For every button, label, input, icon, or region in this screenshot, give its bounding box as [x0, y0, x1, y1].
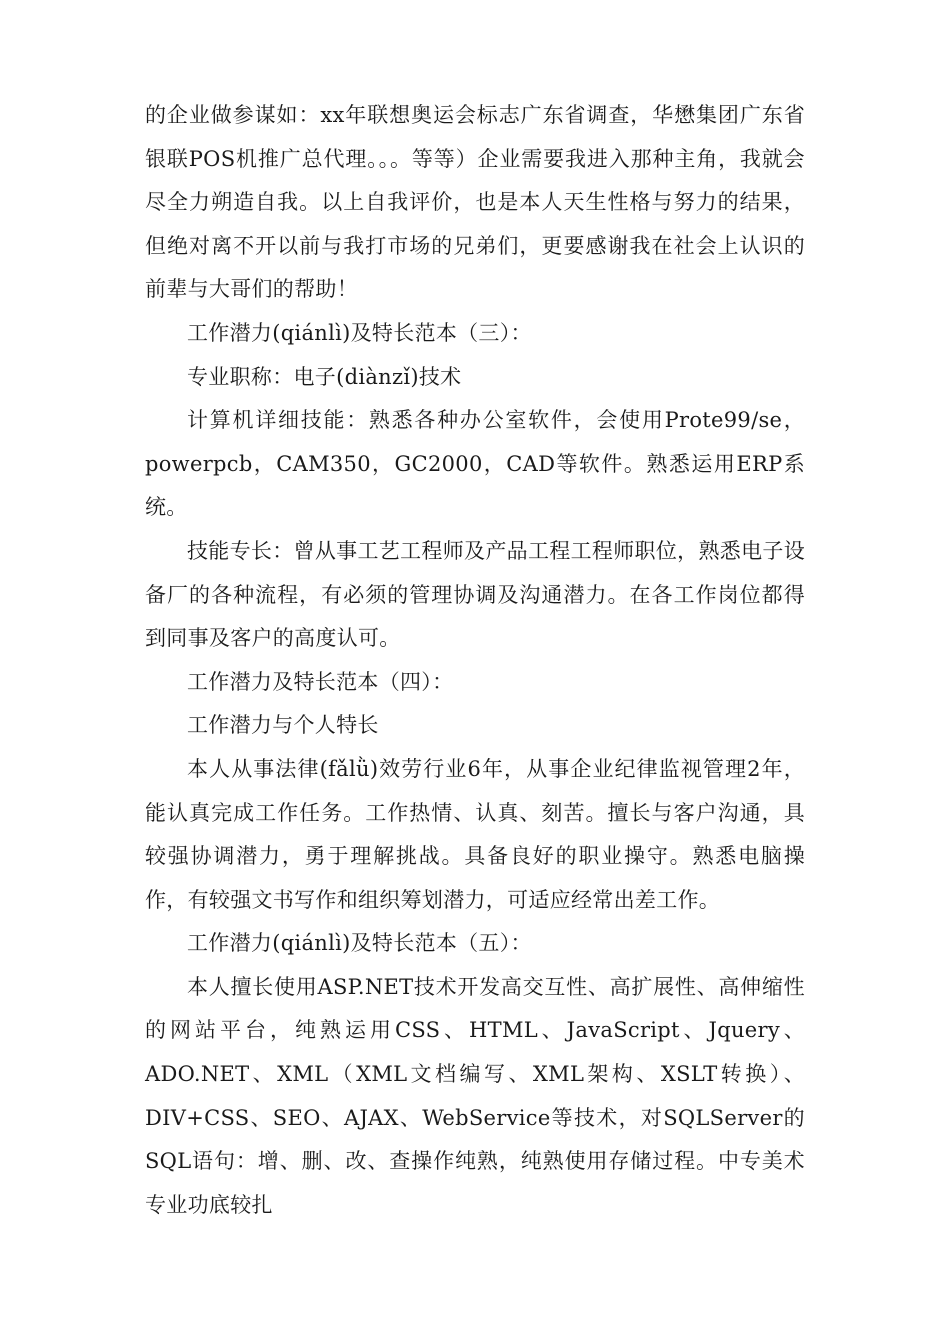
heading-sample-four: 工作潜力及特长范本（四）：	[187, 669, 454, 694]
heading-sample-three: 工作潜力(qiánlì)及特长范本（三）：	[187, 320, 532, 345]
paragraph-continuation: 的企业做参谋如：xx年联想奥运会标志广东省调查，华懋集团广东省银联POS机推广总代理。。。等等）企业需要我进入那种主角，我就会尽全力朔造自我。以上自我评价，也是本人天生性格与努力的结果，但绝对离不开以前与我打市场的兄弟们，更要感谢我在社会上认识的前辈与大哥们的帮助！	[145, 103, 805, 302]
paragraph-legal-experience: 本人从事法律(fǎlǜ)效劳行业6年，从事企业纪律监视管理2年，能认真完成工作任务。工作热情、认真、刻苦。擅长与客户沟通，具较强协调潜力，勇于理解挑战。具备良好的职业操守。熟悉电脑操作，有较强文书写作和组织筹划潜力，可适应经常出差工作。	[145, 756, 805, 912]
paragraph-computer-skills: 计算机详细技能：熟悉各种办公室软件，会使用Prote99/se，powerpcb，CAM350，GC2000，CAD等软件。熟悉运用ERP系统。	[145, 408, 805, 520]
subheading-ability-and-strengths: 工作潜力与个人特长	[187, 713, 379, 738]
paragraph-professional-title: 专业职称：电子(diànzǐ)技术	[187, 364, 462, 389]
paragraph-aspnet-skills: 本人擅长使用ASP.NET技术开发高交互性、高扩展性、高伸缩性的网站平台，纯熟运用CSS、HTML、JavaScript、Jquery、ADO.NET、XML（XML文档编写、XML架构、XSLT转换）、DIV+CSS、SEO、AJAX、WebService等技术，对SQLServer的SQL语句：增、删、改、查操作纯熟，纯熟使用存储过程。中专美术专业功底较扎	[145, 974, 805, 1217]
document-body	[145, 94, 805, 1227]
paragraph-skill-specialty: 技能专长：曾从事工艺工程师及产品工程工程师职位，熟悉电子设备厂的各种流程，有必须的管理协调及沟通潜力。在各工作岗位都得到同事及客户的高度认可。	[145, 538, 805, 651]
heading-sample-five: 工作潜力(qiánlì)及特长范本（五）：	[187, 931, 532, 956]
